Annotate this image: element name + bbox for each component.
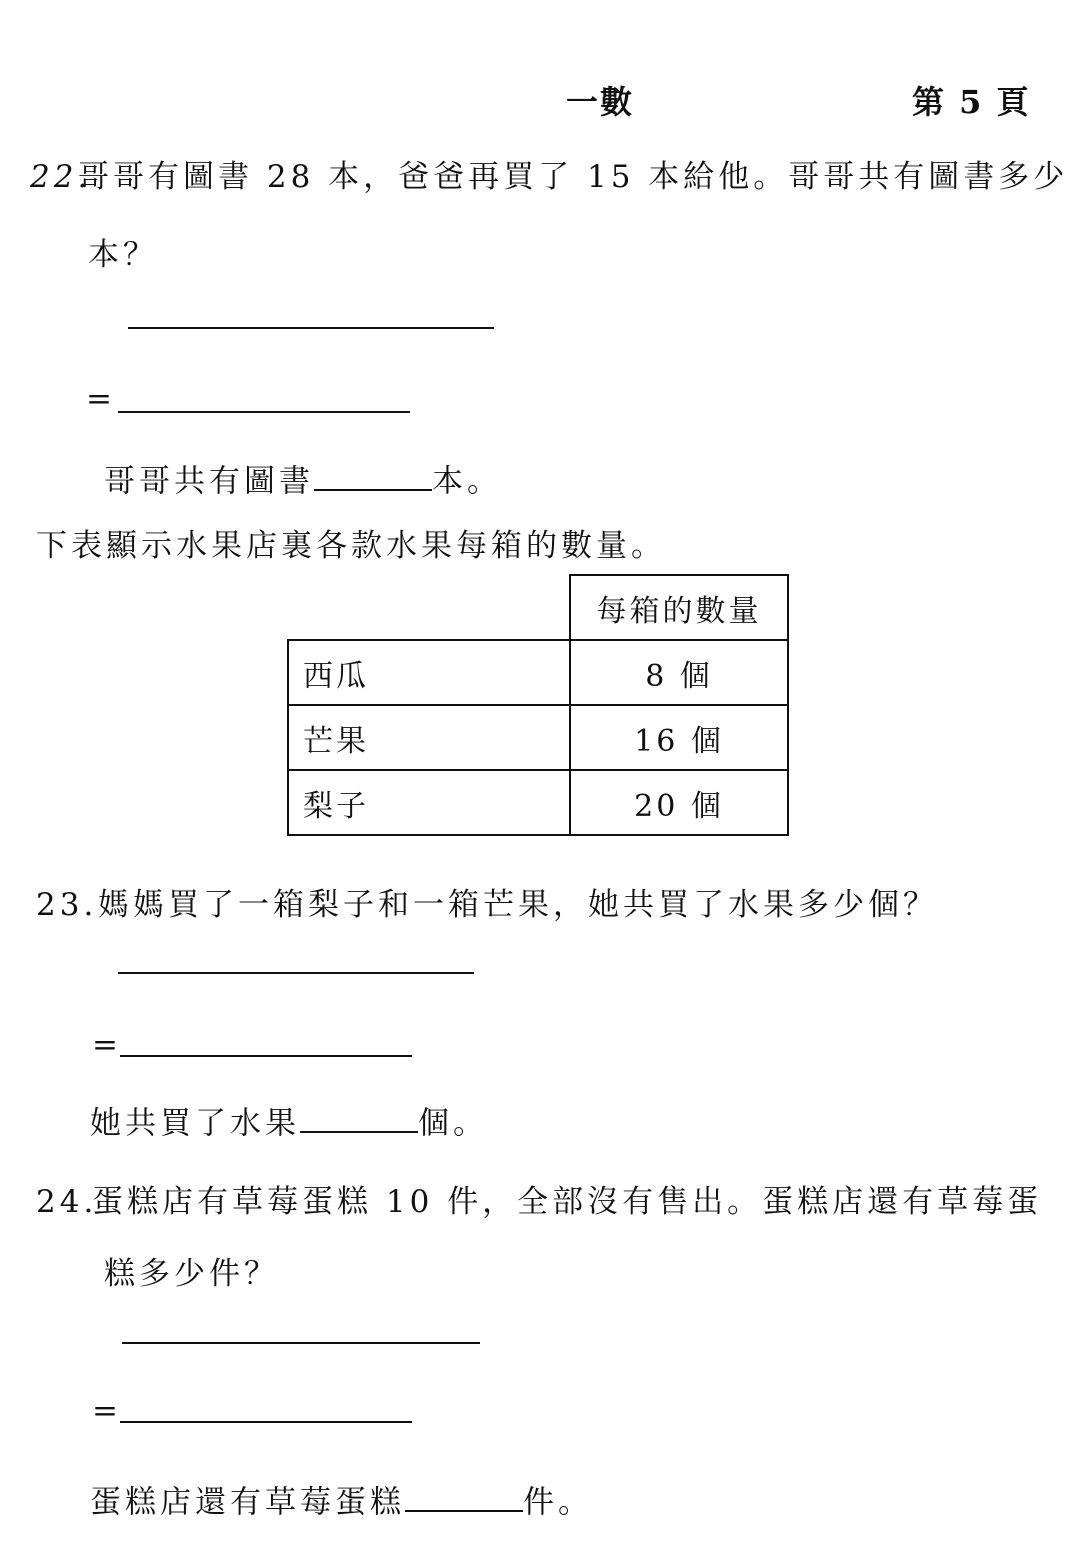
- working-blank-line[interactable]: [122, 1342, 480, 1344]
- table-header-cell: 每箱的數量: [570, 575, 788, 640]
- question-number: 23.: [36, 887, 98, 923]
- answer-sentence: [90, 1481, 593, 1521]
- question-text-continued: 本？: [88, 237, 158, 273]
- question-text-continued: 糕多少件？: [104, 1256, 279, 1292]
- answer-prefix: 蛋糕店還有草莓蛋糕: [90, 1484, 405, 1521]
- fruit-name-cell: 梨子: [288, 770, 570, 835]
- result-blank-line[interactable]: [120, 1055, 412, 1057]
- question-text: 媽媽買了一箱梨子和一箱芒果，她共買了水果多少個？: [98, 887, 938, 923]
- table-row: [288, 705, 788, 770]
- table-row: [288, 770, 788, 835]
- page-number: 第 5 頁: [912, 83, 1031, 121]
- fruit-table: [287, 574, 789, 836]
- answer-prefix: 她共買了水果: [90, 1105, 300, 1142]
- empty-corner-cell: [288, 575, 570, 640]
- table-row: [288, 640, 788, 705]
- answer-sentence: [104, 460, 502, 500]
- equals-sign: =: [92, 1027, 122, 1063]
- answer-prefix: 哥哥共有圖書: [104, 463, 314, 500]
- working-blank-line[interactable]: [118, 972, 474, 974]
- answer-suffix: 件。: [523, 1484, 593, 1521]
- answer-blank[interactable]: [314, 460, 432, 491]
- working-blank-line[interactable]: [128, 327, 494, 329]
- question-text: 蛋糕店有草莓蛋糕 10 件，全部沒有售出。蛋糕店還有草莓蛋: [92, 1184, 1043, 1220]
- fruit-name-cell: 西瓜: [288, 640, 570, 705]
- answer-suffix: 本。: [432, 463, 502, 500]
- result-blank-line[interactable]: [118, 411, 410, 413]
- answer-suffix: 個。: [418, 1105, 488, 1142]
- fruit-count-cell: 20 個: [570, 770, 788, 835]
- fruit-count-cell: 8 個: [570, 640, 788, 705]
- question-number: 24.: [36, 1184, 98, 1220]
- table-header-row: [288, 575, 788, 640]
- fruit-count-cell: 16 個: [570, 705, 788, 770]
- equals-sign: =: [86, 381, 116, 417]
- table-intro: 下表顯示水果店裏各款水果每箱的數量。: [36, 528, 666, 564]
- answer-sentence: [90, 1102, 488, 1142]
- answer-blank[interactable]: [300, 1102, 418, 1133]
- subject-label: 一數: [566, 83, 635, 121]
- question-number: 22.: [30, 159, 92, 195]
- equals-sign: =: [92, 1393, 122, 1429]
- result-blank-line[interactable]: [120, 1421, 412, 1423]
- answer-blank[interactable]: [405, 1481, 523, 1512]
- question-text: 哥哥有圖書 28 本，爸爸再買了 15 本給他。哥哥共有圖書多少: [78, 159, 1069, 195]
- fruit-name-cell: 芒果: [288, 705, 570, 770]
